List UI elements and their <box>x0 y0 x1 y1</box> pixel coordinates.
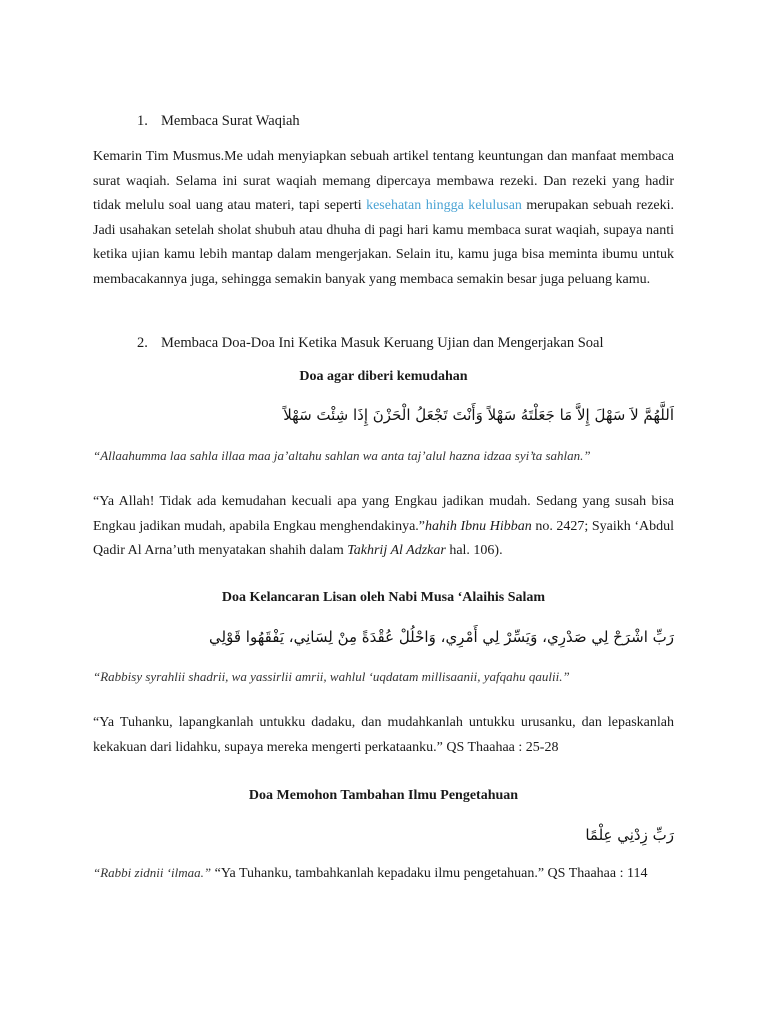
doa-2-meaning: “Ya Tuhanku, lapangkanlah untukku dadaku, dan mudahkanlah untukku urusanku, dan lepaskanlah kekakuan dari lidahku, supaya mereka mengerti perkataanku.” QS Thaahaa : 25-28 <box>93 715 674 755</box>
source-citation: Takhrij Al Adzkar <box>347 543 446 558</box>
meaning-text: no. 2427; Syaikh ‘Abdul Qadir Al Arna’uth menyatakan shahih dalam <box>93 518 674 558</box>
doa-2-title: Doa Kelancaran Lisan oleh Nabi Musa ‘Alaihis Salam <box>221 590 546 605</box>
meaning-text: hal. 106). <box>445 543 503 558</box>
section-2-heading <box>137 333 604 353</box>
health-graduation-link[interactable]: kesehatan hingga kelulusan <box>366 198 522 213</box>
doa-3-meaning <box>93 862 674 887</box>
doa-2-transliteration: “Rabbisy syrahlii shadrii, wa yassirlii amrii, wahlul ‘uqdatam millisaanii, yafqahu qaulii.” <box>93 669 570 684</box>
doa-3-transliteration: “Rabbi zidnii ‘ilmaa.” <box>93 865 212 880</box>
section-2-title: Membaca Doa-Doa Ini Ketika Masuk Keruang Ujian dan Mengerjakan Soal <box>161 335 604 351</box>
section-1-heading <box>137 111 300 131</box>
doa-1-title: Doa agar diberi kemudahan <box>299 369 468 384</box>
section-1-paragraph <box>93 145 674 292</box>
doa-1-arabic: اَللَّهُمَّ لاَ سَهْلَ إِلاَّ مَا جَعَلْتَهُ سَهْلاً وَأَنْتَ تَجْعَلُ الْحَزْنَ إِذَا شِئْتَ سَهْلاً <box>283 406 674 424</box>
doa-2-arabic: رَبِّ اشْرَحْ لِي صَدْرِي، وَيَسِّرْ لِي أَمْرِي، وَاحْلُلْ عُقْدَةً مِنْ لِسَانِي، يَفْقَهُوا قَوْلِي <box>209 628 674 646</box>
meaning-text: “Ya Allah! Tidak ada kemudahan kecuali apa yang Engkau jadikan mudah. Sedang yang susah bisa Engkau jadikan mudah, apabila Engkau menghendakinya.” <box>93 494 674 534</box>
doa-1-transliteration: “Allaahumma laa sahla illaa maa ja’altahu sahlan wa anta taj’alul hazna idzaa syi’ta sahlan.” <box>93 448 591 463</box>
source-citation: hahih Ibnu Hibban <box>425 518 532 534</box>
meaning-text: “Ya Tuhanku, tambahkanlah kepadaku ilmu pengetahuan.” QS Thaahaa : 114 <box>211 866 648 881</box>
section-1-title: Membaca Surat Waqiah <box>161 113 300 129</box>
section-2-number: 2. <box>137 335 148 351</box>
paragraph-text: merupakan sebuah rezeki. Jadi usahakan setelah sholat shubuh atau dhuha di pagi hari kamu membaca surat waqiah, supaya nanti ketika ujian kamu lebih mantap dalam mengerjakan. Selain itu, kamu juga bisa meminta ibumu untuk membacakannya juga, sehingga semakin banyak yang membaca semakin besar juga peluang kamu. <box>93 198 675 287</box>
paragraph-text: Kemarin Tim Musmus.Me udah menyiapkan sebuah artikel tentang keuntungan dan manfaat membaca surat waqiah. Selama ini surat waqiah memang dipercaya membawa rezeki. Dan rezeki yang hadir tidak melulu soal uang atau materi, tapi seperti <box>93 149 674 213</box>
doa-3-title: Doa Memohon Tambahan Ilmu Pengetahuan <box>248 788 519 803</box>
doa-1-meaning <box>93 490 674 564</box>
doa-3-arabic: رَبِّ زِدْنِي عِلْمًا <box>585 826 674 844</box>
section-1-number: 1. <box>137 113 148 129</box>
